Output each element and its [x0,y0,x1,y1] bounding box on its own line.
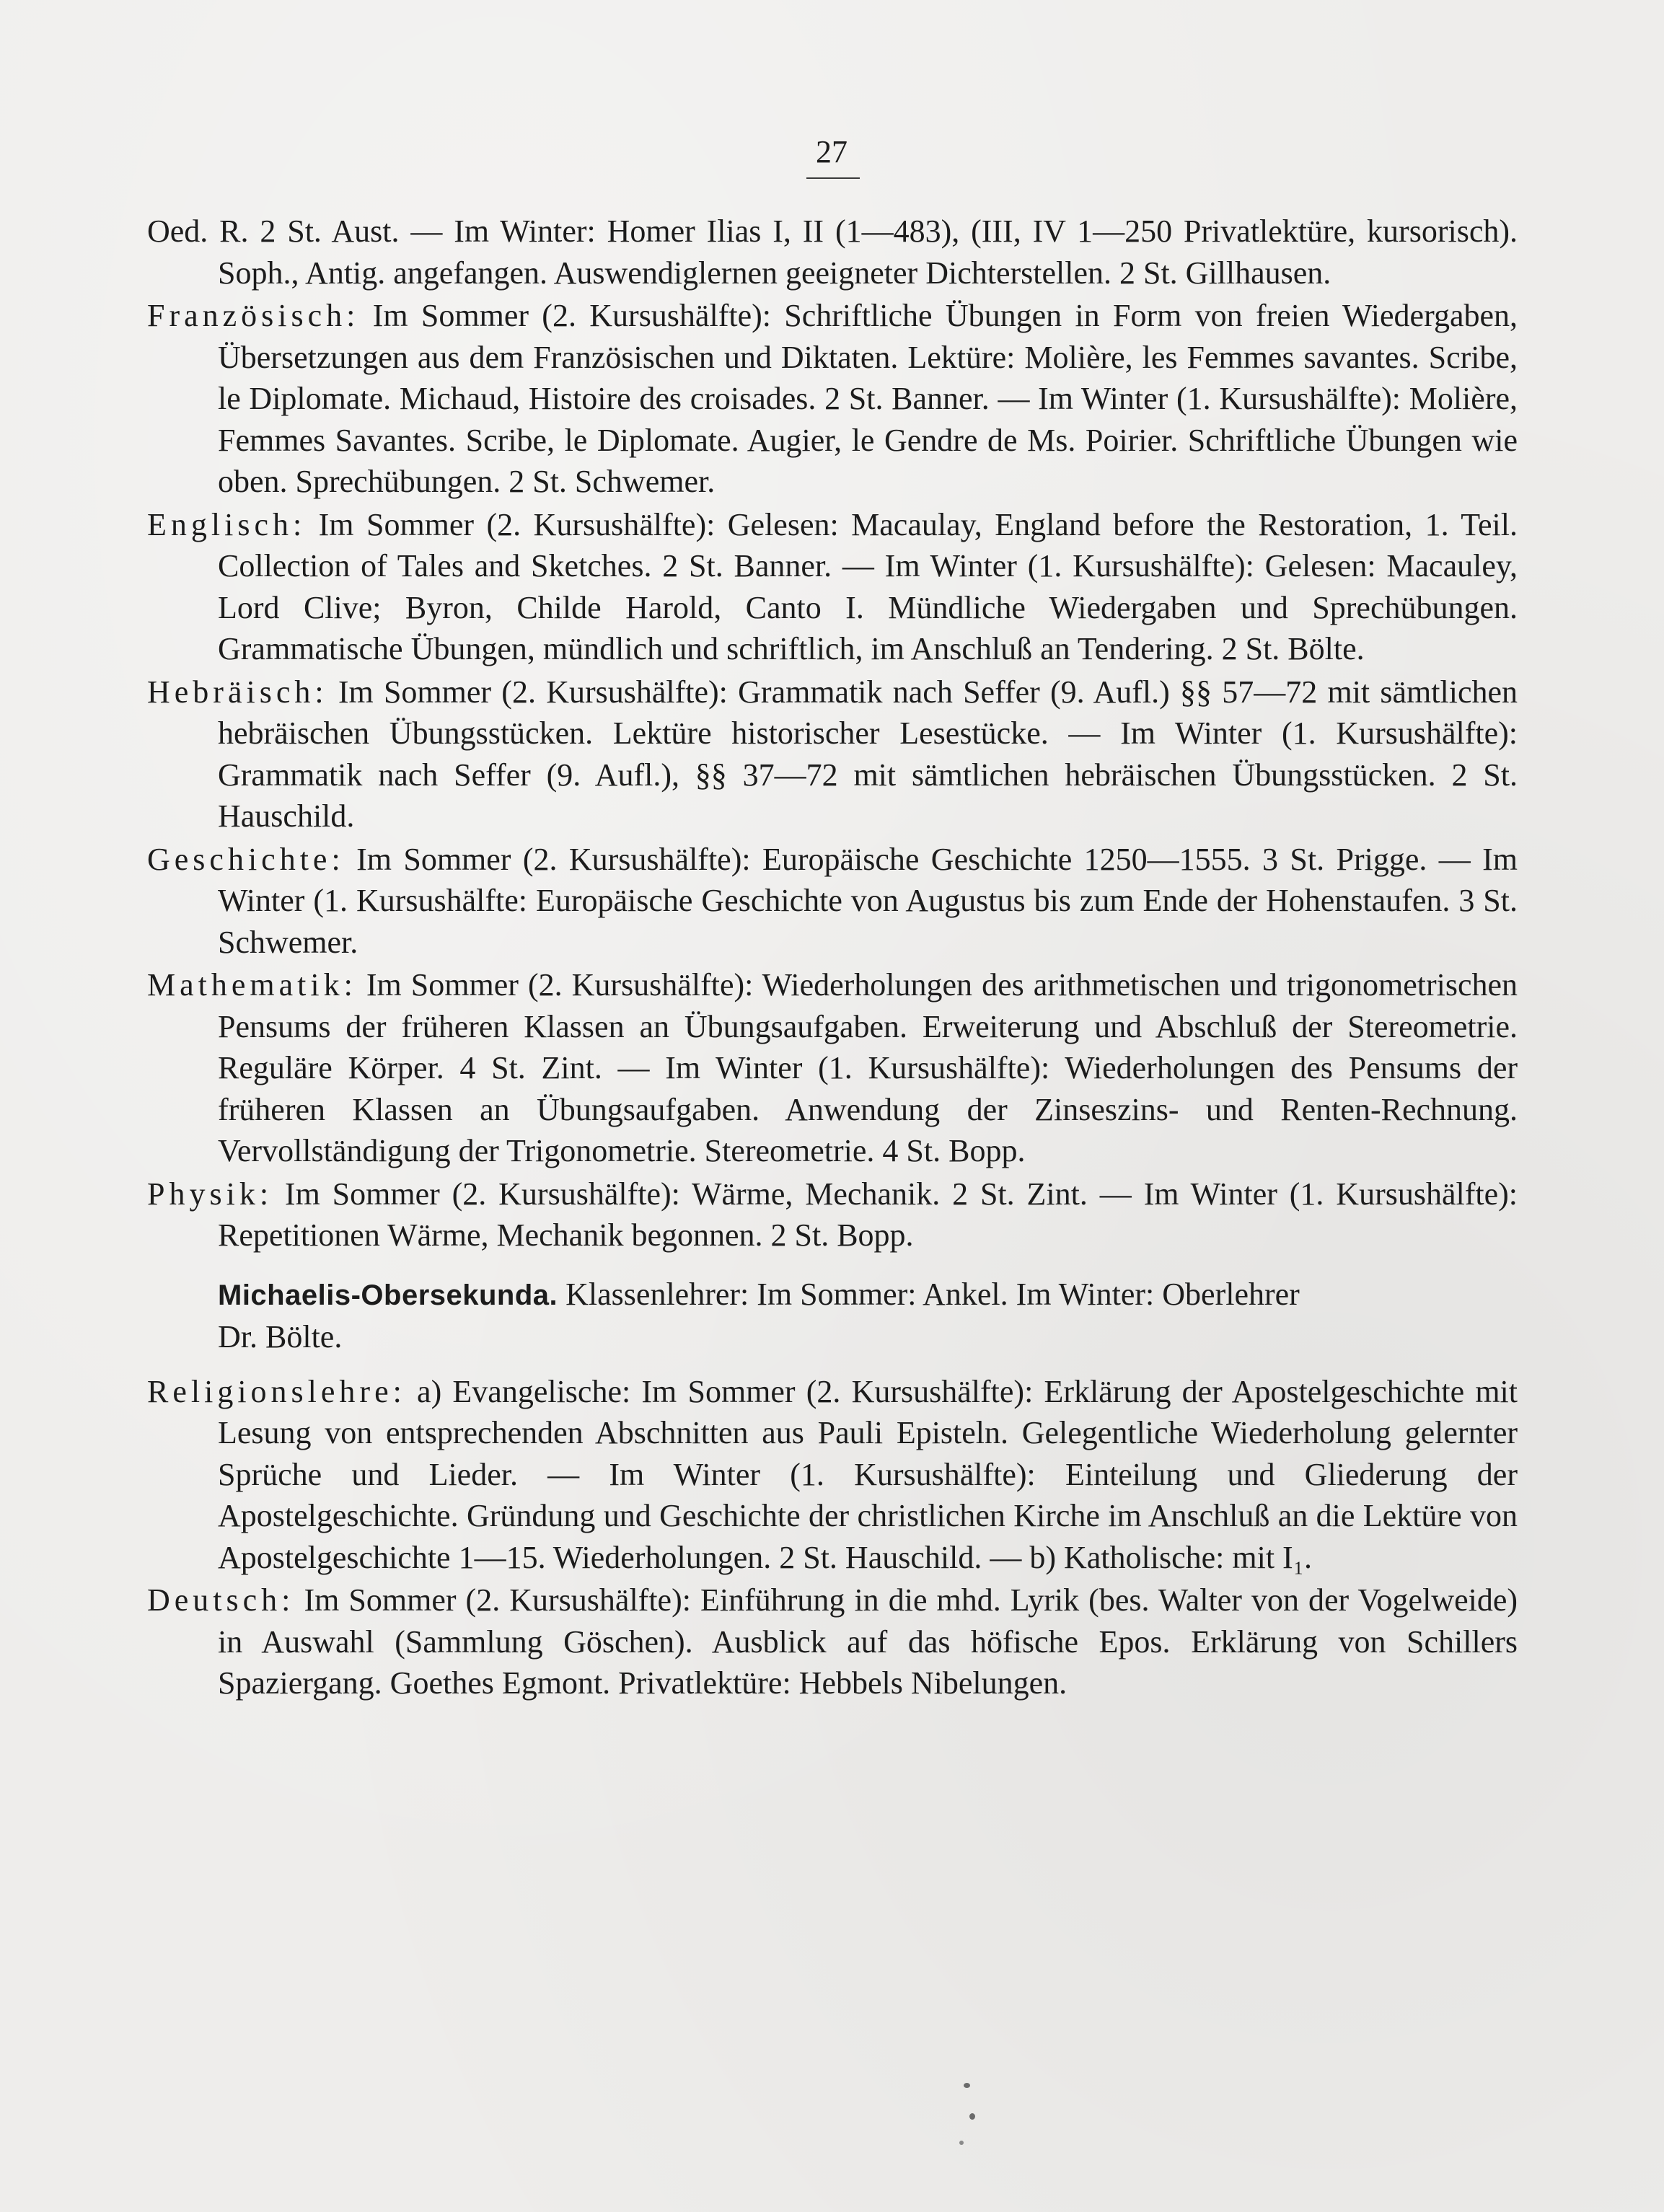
subject-heading: Mathematik: [147,967,357,1003]
subject-heading: Französisch: [147,298,360,333]
paragraph-englisch [147,504,1518,670]
subject-heading: Geschichte: [147,841,345,877]
paragraph-text: Im Sommer (2. Kursushälfte): Wärme, Mechanik. 2 St. Zint. — Im Winter (1. Kursushälfte): Repetitionen Wärme, Mechanik begonnen. 2 St. Bopp. [218,1176,1518,1253]
paragraph-text: Im Sommer (2. Kursushälfte): Grammatik nach Seffer (9. Aufl.) §§ 57—72 mit sämtlichen hebräischen Übungsstücken. Lektüre historischer Lesestücke. — Im Winter (1. Kursushälfte): Grammatik nach Seffer (9. Aufl.), §§ 37—72 mit sämtlichen hebräischen Übungsstücken. 2 St. Hauschild. [218,674,1518,834]
paragraph-text: Im Sommer (2. Kursushälfte): Schriftliche Übungen in Form von freien Wiedergaben, Übersetzungen aus dem Französischen und Diktaten. Lektüre: Molière, les Femmes savantes. Scribe, le Diplomate. Michaud, Histoire des croisades. 2 St. Banner. — Im Winter (1. Kursushälfte): Molière, Femmes Savantes. Scribe, le Diplomate. Augier, le Gendre de Ms. Poirier. Schriftliche Übungen wie oben. Sprechübungen. 2 St. Schwemer. [218,298,1518,499]
subject-heading: Deutsch: [147,1582,295,1618]
subject-heading: Hebräisch: [147,674,328,710]
paragraph-mathematik [147,964,1518,1172]
subject-heading: Englisch: [147,506,307,542]
paragraph-text: Im Sommer (2. Kursushälfte): Gelesen: Macaulay, England before the Restoration, 1. Teil. Collection of Tales and Sketches. 2 St. Banner. — Im Winter (1. Kursushälfte): Gelesen: Macauley, Lord Clive; Byron, Childe Harold, Canto I. Mündliche Wiedergaben und Sprechübungen. Grammatische Übungen, mündlich und schriftlich, im Anschluß an Tendering. 2 St. Bölte. [218,506,1518,666]
paragraph-text: a) Evangelische: Im Sommer (2. Kursushälfte): Erklärung der Apostelgeschichte mit Lesung von entsprechenden Abschnitten aus Pauli Episteln. Gelegentliche Wiederholung gelernter Sprüche und Lieder. — Im Winter (1. Kursushälfte): Einteilung und Gliederung der Apostelgeschichte. Gründung und Geschichte der christlichen Kirche im Anschluß an die Lektüre von Apostelgeschichte 1—15. Wiederholungen. 2 St. Hauschild. — b) Katholische: mit I₁. [218,1373,1518,1575]
paragraph-physik [147,1173,1518,1256]
class-teacher-name: Dr. Bölte. [218,1319,343,1354]
class-teacher-line: Klassenlehrer: Im Sommer: Ankel. Im Winter: Oberlehrer [565,1276,1300,1312]
page-number: 27 [816,134,848,169]
page-number-rule [806,177,860,179]
paragraph-deutsch [147,1579,1518,1704]
paragraph-text: Im Sommer (2. Kursushälfte): Europäische Geschichte 1250—1555. 3 St. Prigge. — Im Winter (1. Kursushälfte: Europäische Geschichte von Augustus bis zum Ende der Hohenstaufen. 3 St. Schwemer. [218,841,1518,960]
paper-speck [964,2083,970,2088]
paper-speck [959,2141,964,2145]
paragraph-hebraeisch [147,671,1518,837]
paragraph-text: Im Sommer (2. Kursushälfte): Wiederholungen des arithmetischen und trigonometrischen Pensums der früheren Klassen an Übungsaufgaben. Erweiterung und Abschluß der Stereometrie. Reguläre Körper. 4 St. Zint. — Im Winter (1. Kursushälfte): Wiederholungen des Pensums der früheren Klassen an Übungsaufgaben. Anwendung der Zinseszins- und Renten-Rechnung. Vervollständigung der Trigonometrie. Stereometrie. 4 St. Bopp. [218,967,1518,1168]
class-title: Michaelis-Obersekunda. [218,1279,558,1311]
paragraph-geschichte [147,839,1518,964]
class-heading [147,1274,1518,1358]
paragraph-text: Oed. R. 2 St. Aust. — Im Winter: Homer Ilias I, II (1—483), (III, IV 1—250 Privatlektüre, kursorisch). Soph., Antig. angefangen. Auswendiglernen geeigneter Dichterstellen. 2 St. Gillhausen. [147,213,1518,291]
paragraph-text: Im Sommer (2. Kursushälfte): Einführung in die mhd. Lyrik (bes. Walter von der Vogelweide) in Auswahl (Sammlung Göschen). Ausblick auf das höfische Epos. Erklärung von Schillers Spaziergang. Goethes Egmont. Privatlektüre: Hebbels Nibelungen. [218,1582,1518,1701]
subject-heading: Religionslehre: [147,1373,406,1409]
paragraph-religionslehre [147,1371,1518,1579]
subject-heading: Physik: [147,1176,273,1212]
paragraph-franzoesisch [147,295,1518,503]
page-body [147,211,1518,1706]
paragraph-griechisch-continuation [147,211,1518,294]
paper-speck [969,2113,975,2120]
